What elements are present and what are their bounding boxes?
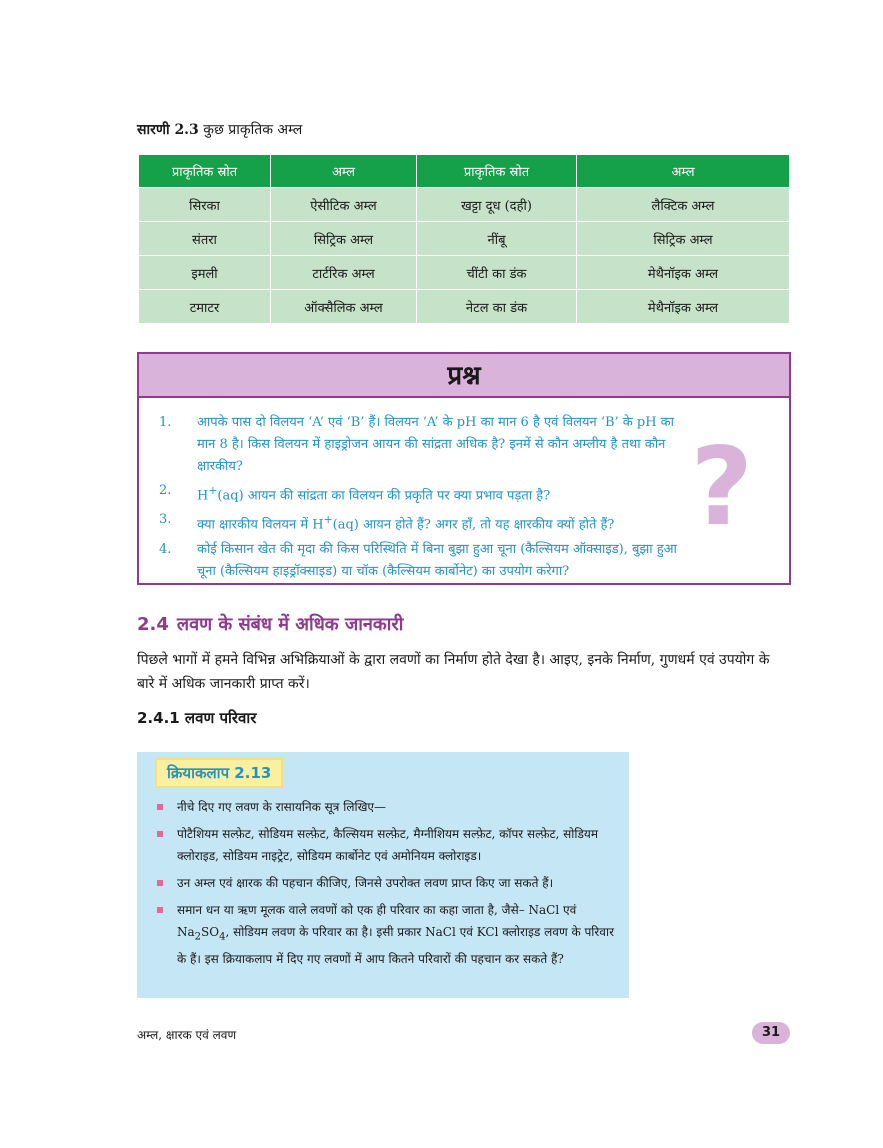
questions-box: [137, 352, 791, 585]
subscript: 4: [219, 931, 226, 943]
table-cell: इमली: [139, 256, 271, 290]
questions-header: [139, 354, 789, 398]
table-cell: चींटी का डंक: [417, 256, 577, 290]
header-natural-source: प्राकृतिक स्रोत: [139, 155, 271, 188]
table-cell: सिरका: [139, 188, 271, 222]
question-item: [139, 509, 679, 536]
question-item: [139, 480, 679, 507]
table-row: [139, 256, 790, 290]
section-heading: [137, 612, 403, 636]
bullet-icon: [157, 880, 163, 886]
table-cell: सिट्रिक अम्ल: [577, 222, 790, 256]
question-text: आपके पास दो विलयन ‘A’ एवं ‘B’ हैं। विलयन ‘A’ के pH का मान 6 है एवं विलयन ‘B’ के pH का मान 8 है। किस विलयन में हाइड्रोजन आयन की सांद्रता अधिक है? इनमें से कौन अम्लीय है तथा कौन क्षारकीय?: [197, 415, 675, 474]
table-row: [139, 222, 790, 256]
subsection-heading: 2.4.1 लवण परिवार: [137, 709, 257, 727]
table-row: [139, 290, 790, 324]
table-cell: सिट्रिक अम्ल: [271, 222, 417, 256]
section-paragraph: पिछले भागों में हमने विभिन्न अभिक्रियाओं के द्वारा लवणों का निर्माण होते देखा है। आइए, इनके निर्माण, गुणधर्म एवं उपयोग के बारे में अधिक जानकारी प्राप्त करें।: [137, 652, 770, 692]
header-natural-source-2: प्राकृतिक स्रोत: [417, 155, 577, 188]
activity-item: [155, 872, 619, 894]
superscript: +: [208, 484, 218, 497]
bullet-icon: [157, 907, 163, 913]
natural-acids-table: [138, 154, 790, 324]
subscript: 2: [194, 931, 202, 943]
question-text: क्या क्षारकीय विलयन में H: [197, 517, 324, 533]
table-cell: ऐसीटिक अम्ल: [271, 188, 417, 222]
section-number: 2.4: [137, 614, 169, 635]
section-title: लवण के संबंध में अधिक जानकारी: [176, 614, 404, 635]
activity-item: [155, 796, 619, 818]
question-number: 2.: [159, 483, 172, 498]
bullet-icon: [157, 831, 163, 837]
table-cell: टमाटर: [139, 290, 271, 324]
question-number: 1.: [159, 415, 172, 430]
question-text: H: [197, 488, 209, 504]
questions-title: प्रश्न: [447, 361, 481, 391]
activity-item-text: उन अम्ल एवं क्षारक की पहचान कीजिए, जिनसे उपरोक्त लवण प्राप्त किए जा सकते हैं।: [177, 876, 554, 890]
table-cell: लैक्टिक अम्ल: [577, 188, 790, 222]
question-item: [139, 412, 679, 478]
table-header-row: [139, 155, 790, 188]
question-number: 4.: [159, 541, 172, 557]
question-item: [139, 539, 679, 583]
table-cell: टार्टरिक अम्ल: [271, 256, 417, 290]
bullet-icon: [157, 804, 163, 810]
activity-item-text: SO: [201, 925, 220, 939]
table-cell: नींबू: [417, 222, 577, 256]
question-text-cont: (aq) आयन की सांद्रता का विलयन की प्रकृति पर क्या प्रभाव पड़ता है?: [217, 488, 551, 504]
table-cell: मेथैनॉइक अम्ल: [577, 290, 790, 324]
page-number-badge: 31: [752, 1022, 790, 1044]
activity-item: [155, 823, 619, 867]
table-caption-label: सारणी 2.3: [137, 122, 199, 138]
table-caption: [137, 120, 302, 139]
question-text-cont: (aq) आयन होते हैं? अगर हाँ, तो यह क्षारकीय क्यों होते हैं?: [332, 517, 615, 533]
question-mark-icon: ?: [690, 425, 753, 550]
header-acid-2: अम्ल: [577, 155, 790, 188]
questions-list: [139, 412, 679, 585]
table-caption-text: कुछ प्राकृतिक अम्ल: [198, 122, 303, 138]
activity-item: [155, 899, 619, 970]
table-cell: ऑक्सैलिक अम्ल: [271, 290, 417, 324]
header-acid: अम्ल: [271, 155, 417, 188]
table-cell: मेथैनॉइक अम्ल: [577, 256, 790, 290]
table-row: [139, 188, 790, 222]
activity-title: क्रियाकलाप 2.13: [155, 758, 283, 788]
footer-chapter-title: अम्ल, क्षारक एवं लवण: [137, 1028, 237, 1042]
activity-item-text: नीचे दिए गए लवण के रासायनिक सूत्र लिखिए—: [177, 800, 387, 814]
activity-box: [137, 752, 629, 998]
question-number: 3.: [159, 512, 172, 528]
table-cell: नेटल का डंक: [417, 290, 577, 324]
activity-item-text: , सोडियम लवण के परिवार का है। इसी प्रकार NaCl एवं KCl क्लोराइड लवण के परिवार के हैं। इस क्रियाकलाप में दिए गए लवणों में आप कितने परिवारों की पहचान कर सकते हैं?: [177, 925, 614, 967]
activity-list: [155, 796, 619, 975]
table-cell: खट्टा दूध (दही): [417, 188, 577, 222]
activity-item-text: पोटैशियम सल्फ़ेट, सोडियम सल्फ़ेट, कैल्सियम सल्फ़ेट, मैग्नीशियम सल्फ़ेट, कॉपर सल्फ़ेट, सोडियम क्लोराइड, सोडियम नाइट्रेट, सोडियम कार्बोनेट एवं अमोनियम क्लोराइड।: [177, 827, 599, 863]
superscript: +: [323, 513, 333, 527]
activity-item-text: समान धन या ऋण मूलक वाले लवणों को एक ही परिवार का कहा जाता है, जैसे– NaCl एवं Na: [177, 903, 577, 939]
question-text: कोई किसान खेत की मृदा की किस परिस्थिति में बिना बुझा हुआ चूना (कैल्सियम ऑक्साइड), बुझा हुआ चूना (कैल्सियम हाइड्रॉक्साइड) या चॉक (कैल्सियम कार्बोनेट) का उपयोग करेगा?: [197, 541, 677, 579]
table-cell: संतरा: [139, 222, 271, 256]
